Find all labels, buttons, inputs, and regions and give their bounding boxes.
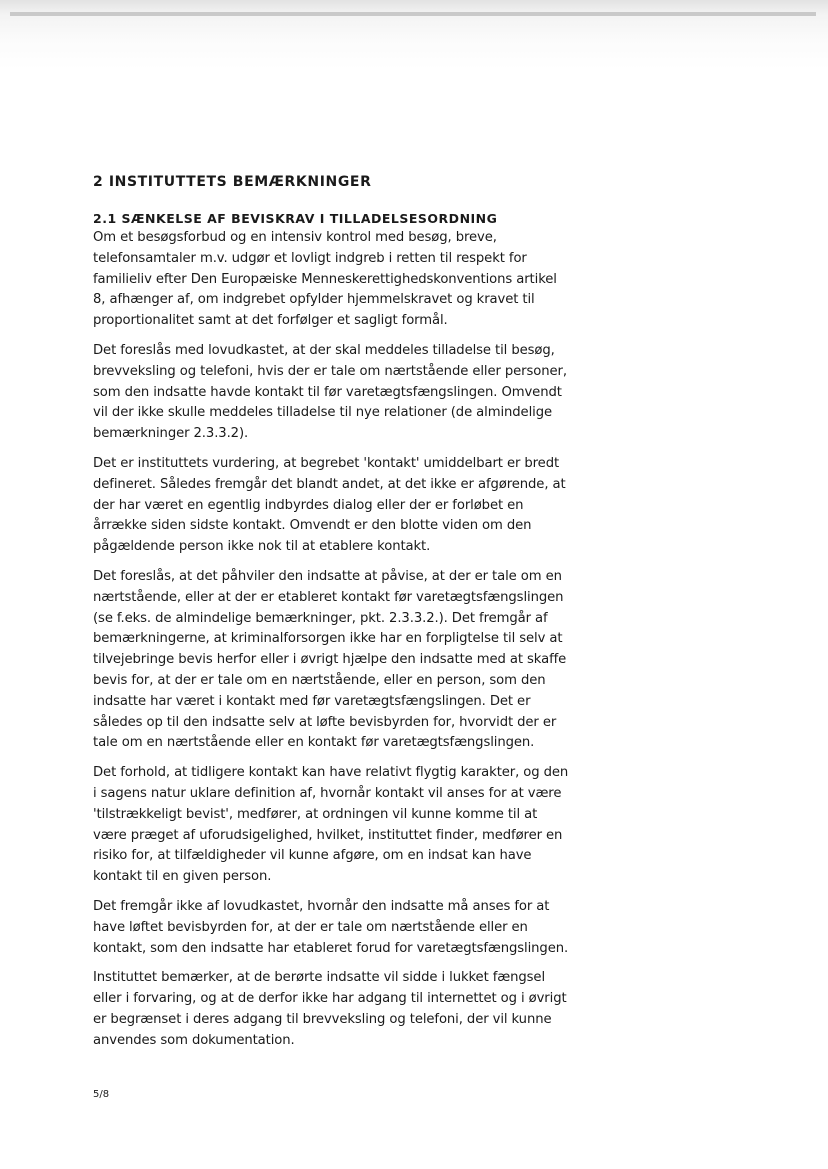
paragraph: Om et besøgsforbud og en intensiv kontrol med besøg, breve, telefonsamtaler m.v. udgør et lovligt indgreb i retten til respekt for familieliv efter Den Europæiske Menneskerettighedskonventions artikel 8, afhænger af, om indgrebet opfylder hjemmelskravet og kravet til proportionalitet samt at det forfølger et sagligt formål.	[93, 230, 557, 329]
document-body	[93, 172, 573, 1060]
paragraph: Det foreslås med lovudkastet, at der skal meddeles tilladelse til besøg, brevveksling og telefoni, hvis der er tale om nærtstående eller personer, som den indsatte havde kontakt til før varetægtsfængslingen. Omvendt vil der ikke skulle meddeles tilladelse til nye relationer (de almindelige bemærkninger 2.3.3.2).	[93, 342, 567, 442]
paragraph: Det foreslås, at det påhviler den indsatte at påvise, at der er tale om en nærtstående, eller at der er etableret kontakt før varetægtsfængslingen (se f.eks. de almindelige bemærkninger, pkt. 2.3.3.2.). Det fremgår af bemærkningerne, at kriminalforsorgen ikke har en forpligtelse til selv at tilvejebringe bevis herfor eller i øvrigt hjælpe den indsatte med at skaffe bevis for, at der er tale om en nærtstående, eller en person, som den indsatte har været i kontakt med før varetægtsfængslingen. Det er således op til den indsatte selv at løfte bevisbyrden for, hvorvidt der er tale om en nærtstående eller en kontakt før varetægtsfængslingen.	[93, 568, 567, 751]
page-number: 5/8	[93, 1089, 110, 1100]
paragraph: Det fremgår ikke af lovudkastet, hvornår den indsatte må anses for at have løftet bevisbyrden for, at der er tale om nærtstående eller en kontakt, som den indsatte har etableret forud for varetægtsfængslingen.	[93, 898, 569, 956]
paragraph: Det er instituttets vurdering, at begrebet 'kontakt' umiddelbart er bredt defineret. Således fremgår det blandt andet, at det ikke er afgørende, at der har været en egentlig indbyrdes dialog eller der er forløbet en årrække siden sidste kontakt. Omvendt er den blotte viden om den pågældende person ikke nok til at etablere kontakt.	[93, 455, 566, 555]
paragraph: Det forhold, at tidligere kontakt kan have relativt flygtig karakter, og den i sagens natur uklare definition af, hvornår kontakt vil anses for at være 'tilstrækkeligt bevist', medfører, at ordningen vil kunne komme til at være præget af uforudsigelighed, hvilket, instituttet finder, medfører en risiko for, at tilfældigheder vil kunne afgøre, om en indsat kan have kontakt til en given person.	[93, 765, 569, 885]
scan-edge-line	[10, 12, 816, 16]
section-heading: 2 INSTITUTTETS BEMÆRKNINGER	[93, 174, 372, 190]
subsection-heading: 2.1 SÆNKELSE AF BEVISKRAV I TILLADELSESORDNING	[93, 211, 498, 226]
paragraph: Instituttet bemærker, at de berørte indsatte vil sidde i lukket fængsel eller i forvaring, og at de derfor ikke har adgang til internettet og i øvrigt er begrænset i deres adgang til brevveksling og telefoni, der vil kunne anvendes som dokumentation.	[93, 970, 567, 1048]
scan-top-shading	[0, 0, 828, 70]
